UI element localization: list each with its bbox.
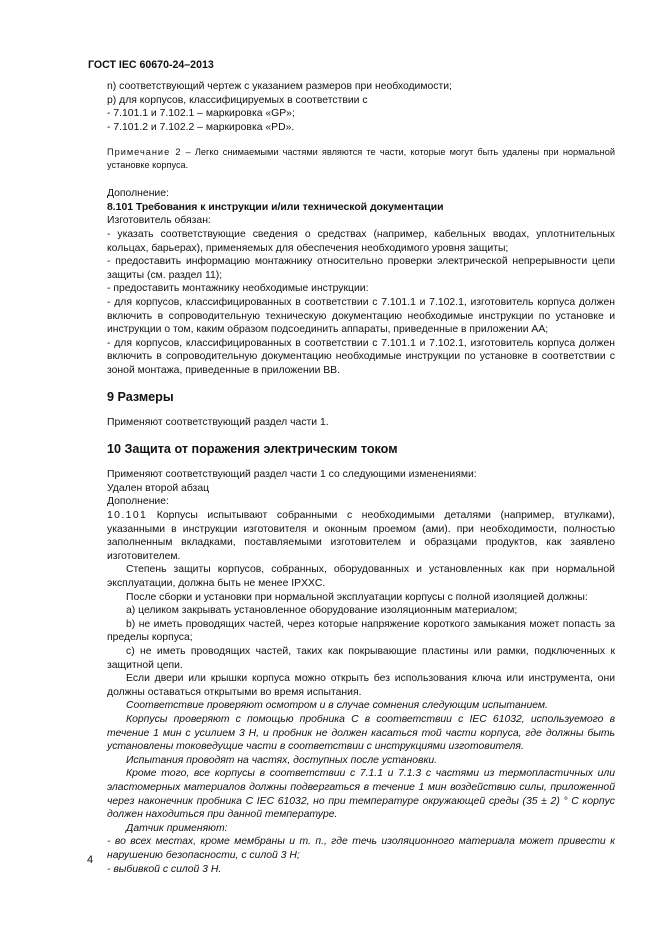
paragraph: а) целиком закрывать установленное оборудование изоляционным материалом; [126, 605, 518, 617]
note-2 [107, 146, 615, 171]
note-label: Примечание 2 [107, 147, 182, 158]
paragraph: - указать соответствующие сведения о средствах (например, кабельных вводах, уплотнительных кольцах, барьерах), применяемых для обеспечения необходимого уровня защиты; [107, 228, 615, 254]
clause-10-101 [107, 509, 615, 563]
paragraph: После сборки и установки при нормальной эксплуатации корпусы с полной изоляцией должны: [126, 591, 588, 603]
paragraph: Дополнение: [107, 496, 169, 508]
note-text: – Легко снимаемыми частями являются те части, которые могут быть удалены при нормальной установке корпуса. [107, 147, 615, 170]
paragraph: - предоставить информацию монтажнику относительно проверки электрической непрерывности цепи защиты (см. раздел 11); [107, 256, 615, 281]
list-line-n: n) соответствующий чертеж с указанием размеров при необходимости; [107, 81, 452, 92]
standard-header: ГОСТ IEC 60670-24–2013 [88, 59, 214, 71]
addition-label: Дополнение: [107, 188, 169, 200]
paragraph: - для корпусов, классифицированных в соответствии с 7.101.1 и 7.102.1, изготовитель корпуса должен включить в сопроводительную техническую документацию необходимые инструкции по установке и инструкции о том, каким образом подсоединить аппараты, приведенные в приложении АА; [107, 296, 615, 336]
page-number: 4 [87, 854, 94, 866]
clause-number: 10.101 [107, 510, 148, 522]
paragraph: Удален второй абзац [107, 482, 210, 494]
compliance-text: Кроме того, все корпусы в соответствии с 7.1.1 и 7.1.3 с частями из термопластичных или эластомерных материалов должны подвергаться в течение 1 мин воздействию силы, приложенной через наконечник пробника С IEC 61032, но при температуре окружающей среды (35 ± 2) ° С корпус должен находиться при данной температуре. [107, 768, 615, 821]
section-10-heading: 10 Защита от поражения электрическим током [107, 441, 398, 456]
section-9-heading: 9 Размеры [107, 389, 174, 404]
clause-text: Корпусы испытывают собранными с необходимыми деталями (например, втулками), указанными в инструкции изготовителя и оконным проемом (ами). при необходимости, полностью заполненным вкладками, поставляемыми изготовителем и образцами продуктов, как заявлено изготовителем. [107, 510, 615, 562]
list-line-pd: - 7.101.2 и 7.102.2 – маркировка «PD». [107, 121, 295, 133]
clause-8-101-title: 8.101 Требования к инструкции и/или технической документации [107, 201, 444, 213]
page-content [107, 80, 615, 876]
compliance-text: - во всех местах, кроме мембраны и т. п., где течь изоляционного материала может привести к нарушению безопасности, с силой 3 Н; [107, 836, 615, 861]
paragraph: - предоставить монтажнику необходимые инструкции: [107, 283, 369, 295]
paragraph: Если двери или крышки корпуса можно открыть без использования ключа или инструмента, они должны оставаться открытыми во время испытания. [107, 673, 615, 698]
paragraph: с) не иметь проводящих частей, таких как покрывающие пластины или рамки, подключенных к защитной цепи. [107, 646, 615, 671]
compliance-text: - выбивкой с силой 3 Н. [107, 863, 222, 875]
paragraph: b) не иметь проводящих частей, через которые напряжение короткого замыкания может попасть за пределы корпуса; [107, 618, 615, 644]
paragraph: Применяют соответствующий раздел части 1 со следующими изменениями: [107, 469, 477, 481]
paragraph: Степень защиты корпусов, собранных, оборудованных и установленных как при нормальной эксплуатации, должна быть не менее IPXXC. [107, 564, 615, 590]
paragraph: Применяют соответствующий раздел части 1. [107, 417, 329, 429]
paragraph: - для корпусов, классифицированных в соответствии с 7.101.1 и 7.102.1, изготовитель корпуса должен включить в сопроводительную документацию необходимые инструкции по установке в соответствии с зоной монтажа, приведенные в приложении ВВ. [107, 337, 615, 376]
paragraph: Изготовитель обязан: [107, 215, 211, 227]
list-line-gp: - 7.101.1 и 7.102.1 – маркировка «GP»; [107, 108, 295, 120]
compliance-text: Корпусы проверяют с помощью пробника С в соответствии с IEC 61032, используемого в течение 1 мин с усилием 3 Н, и пробник не должен касаться той части корпуса, где должны быть установлены токоведущие части в соответствии с инструкциями изготовителя. [107, 713, 615, 753]
compliance-text: Датчик применяют: [126, 822, 228, 834]
compliance-text: Испытания проводят на частях, доступных после установки. [126, 754, 438, 766]
list-line-p: р) для корпусов, классифицируемых в соответствии с [107, 94, 368, 106]
compliance-text: Соответствие проверяют осмотром и в случае сомнения следующим испытанием. [126, 700, 548, 712]
